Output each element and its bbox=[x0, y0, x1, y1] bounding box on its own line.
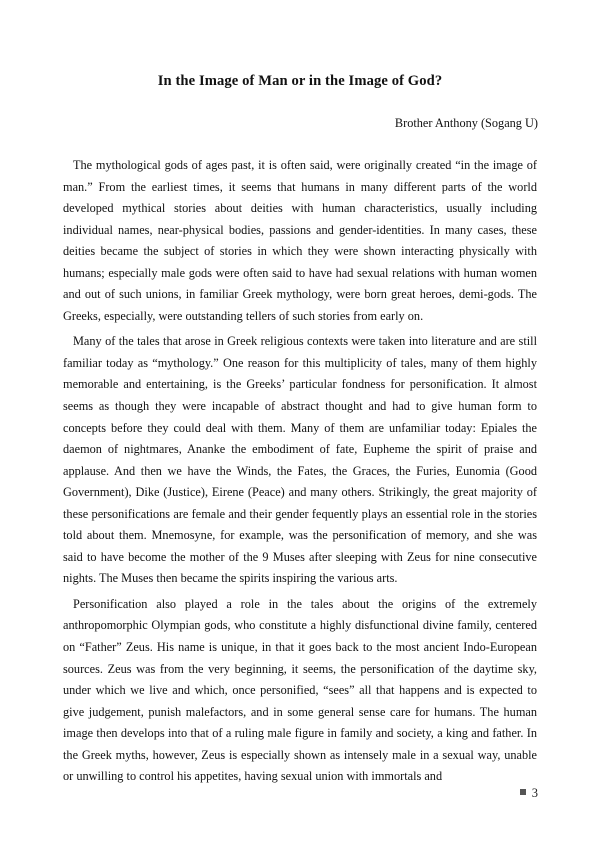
author-line: Brother Anthony (Sogang U) bbox=[394, 116, 538, 130]
page-footer bbox=[520, 786, 538, 801]
paragraph-1: The mythological gods of ages past, it is often said, were originally created “in the image of man.” From the earliest times, it seems that humans in many different parts of the world developed mythical stories about deities with human characteristics, usually including individual names, near-physical bodies, passions and gender-identities. In many cases, these deities became the subject of stories in which they were shown interacting physically with humans; especially male gods were often said to have had sexual relations with human women and out of such unions, in familiar Greek mythology, were born great heroes, demi-gods. The Greeks, especially, were outstanding tellers of such stories from early on. bbox=[63, 158, 537, 323]
page-title: In the Image of Man or in the Image of God? bbox=[157, 73, 443, 89]
square-bullet-icon bbox=[520, 789, 526, 795]
paragraph-3: Personification also played a role in the tales about the origins of the extremely anthropomorphic Olympian gods, who constitute a highly disfunctional divine family, centered on “Father” Zeus. His name is unique, in that it goes back to the most ancient Indo-European sources. Zeus was from the very beginning, it seems, the personification of the daytime sky, under which we live and which, once personified, “sees” all that happens and is expected to give judgement, punish malefactors, and in some general sense care for humans. The human image then develops into that of a ruling male figure in family and society, a king and father. In the Greek myths, however, Zeus is especially shown as intensely male in a sexual way, unable or unwilling to control his appetites, having sexual union with immortals and bbox=[63, 596, 537, 784]
page-number: 3 bbox=[531, 786, 538, 800]
paragraph-2: Many of the tales that arose in Greek religious contexts were taken into literature and are still familiar today as “mythology.” One reason for this multiplicity of tales, many of them highly memorable and entertaining, is the Greeks’ particular fondness for personification. It almost seems as though they were incapable of abstract thought and had to give human form to concepts before they could deal with them. Many of them are unfamiliar today: Epiales the daemon of nightmares, Ananke the embodiment of fate, Eupheme the spirit of praise and applause. And then we have the Winds, the Fates, the Graces, the Furies, Eunomia (Good Government), Dike (Justice), Eirene (Peace) and many others. Strikingly, the great majority of these personifications are female and their gender fequently plays an essential role in the stories told about them. Mnemosyne, for example, was the personification of memory, and she was said to have become the mother of the 9 Muses after sleeping with Zeus for nine consecutive nights. The Muses then became the spirits inspiring the various arts. bbox=[63, 334, 537, 586]
article-body bbox=[63, 155, 537, 792]
